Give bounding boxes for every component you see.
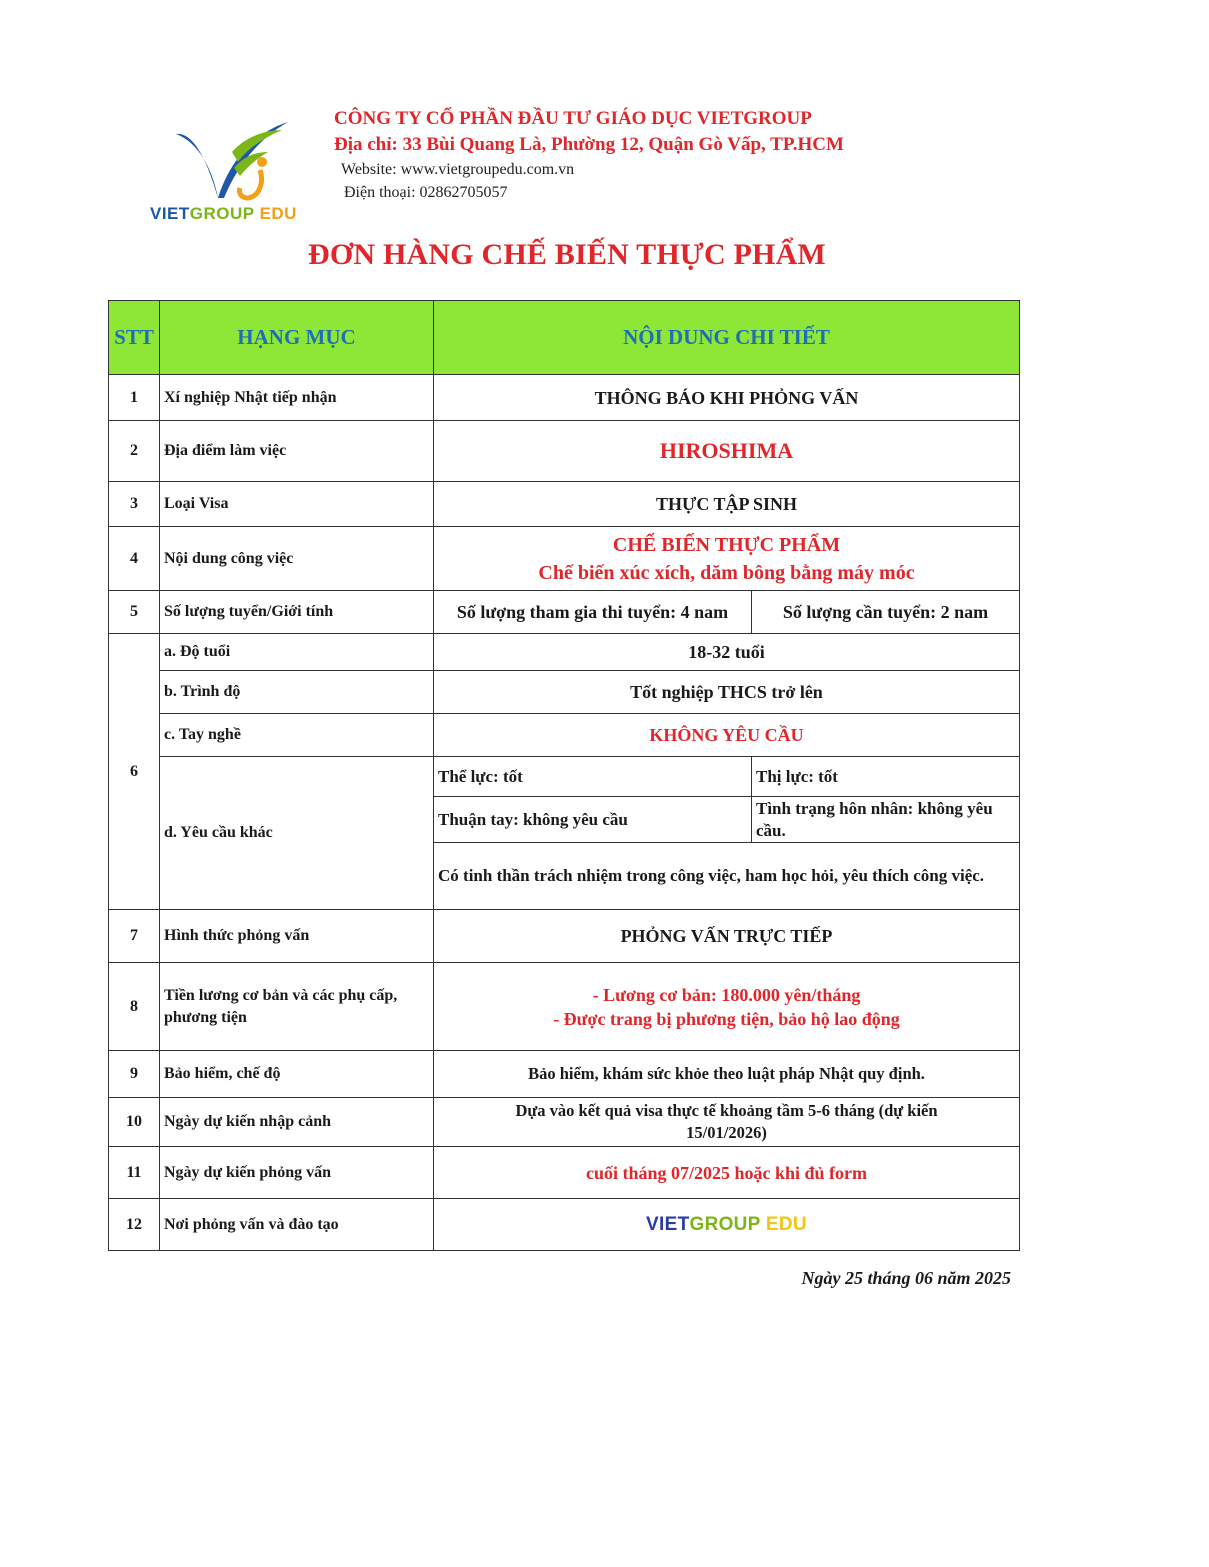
table-row bbox=[109, 1199, 1020, 1251]
table-row bbox=[109, 1147, 1020, 1199]
benefits: - Được trang bị phương tiện, bảo hộ lao động bbox=[553, 1008, 900, 1029]
row-category: Nội dung công việc bbox=[160, 527, 434, 591]
row-number: 11 bbox=[109, 1147, 160, 1199]
document-date: Ngày 25 tháng 06 năm 2025 bbox=[801, 1268, 1011, 1288]
table-row bbox=[109, 1098, 1020, 1147]
attitude-requirement: Có tinh thần trách nhiệm trong công việc, ham học hỏi, yêu thích công việc. bbox=[434, 843, 1020, 910]
candidates-count: Số lượng tham gia thi tuyển: 4 nam bbox=[434, 591, 752, 634]
table-row bbox=[109, 634, 1020, 671]
row-category: b. Trình độ bbox=[160, 671, 434, 714]
table-row bbox=[109, 482, 1020, 527]
row-number: 6 bbox=[109, 634, 160, 910]
brand-text-viet: VIET bbox=[646, 1214, 690, 1235]
table-row bbox=[109, 671, 1020, 714]
row-value: THỰC TẬP SINH bbox=[434, 482, 1020, 527]
hiring-count: Số lượng cần tuyển: 2 nam bbox=[752, 591, 1020, 634]
row-number: 12 bbox=[109, 1199, 160, 1251]
row-value: 18-32 tuổi bbox=[434, 634, 1020, 671]
header-detail: NỘI DUNG CHI TIẾT bbox=[434, 301, 1020, 375]
company-header bbox=[334, 106, 844, 204]
job-description: Chế biến xúc xích, dăm bông bằng máy móc bbox=[538, 561, 915, 584]
logo-emblem-icon bbox=[172, 116, 292, 202]
row-value: THÔNG BÁO KHI PHỎNG VẤN bbox=[434, 375, 1020, 421]
header-category: HẠNG MỤC bbox=[160, 301, 434, 375]
row-number: 2 bbox=[109, 421, 160, 482]
physical-requirement: Thể lực: tốt bbox=[434, 757, 752, 797]
row-category: a. Độ tuổi bbox=[160, 634, 434, 671]
training-location-logo bbox=[434, 1199, 1020, 1251]
row-category: Xí nghiệp Nhật tiếp nhận bbox=[160, 375, 434, 421]
brand-text-group: GROUP bbox=[689, 1214, 761, 1235]
table-row bbox=[109, 527, 1020, 591]
job-order-table bbox=[108, 300, 1020, 1251]
basic-salary: - Lương cơ bản: 180.000 yên/tháng bbox=[592, 984, 861, 1005]
row-number: 8 bbox=[109, 963, 160, 1051]
document-title: ĐƠN HÀNG CHẾ BIẾN THỰC PHẨM bbox=[308, 238, 826, 271]
row-value: HIROSHIMA bbox=[434, 421, 1020, 482]
row-number: 9 bbox=[109, 1051, 160, 1098]
table-row bbox=[109, 757, 1020, 797]
row-value: cuối tháng 07/2025 hoặc khi đủ form bbox=[434, 1147, 1020, 1199]
table-row bbox=[109, 714, 1020, 757]
row-number: 10 bbox=[109, 1098, 160, 1147]
table-row bbox=[109, 375, 1020, 421]
company-logo bbox=[150, 116, 322, 228]
logo-text-group: GROUP bbox=[189, 204, 255, 223]
marital-requirement: Tình trạng hôn nhân: không yêu cầu. bbox=[752, 797, 1020, 843]
table-row bbox=[109, 421, 1020, 482]
header-stt: STT bbox=[109, 301, 160, 375]
row-category: Bảo hiểm, chế độ bbox=[160, 1051, 434, 1098]
row-category: Loại Visa bbox=[160, 482, 434, 527]
handedness-requirement: Thuận tay: không yêu cầu bbox=[434, 797, 752, 843]
row-value: Dựa vào kết quả visa thực tế khoảng tầm 5-6 tháng (dự kiến 15/01/2026) bbox=[434, 1098, 1020, 1147]
table-row bbox=[109, 1051, 1020, 1098]
row-value: KHÔNG YÊU CẦU bbox=[434, 714, 1020, 757]
row-category: Tiền lương cơ bản và các phụ cấp, phương tiện bbox=[160, 963, 434, 1051]
logo-text-viet: VIET bbox=[150, 204, 190, 223]
company-address: Địa chỉ: 33 Bùi Quang Là, Phường 12, Quận Gò Vấp, TP.HCM bbox=[334, 134, 844, 155]
row-number: 4 bbox=[109, 527, 160, 591]
table-row bbox=[109, 910, 1020, 963]
row-value bbox=[434, 963, 1020, 1051]
row-category: Số lượng tuyển/Giới tính bbox=[160, 591, 434, 634]
row-number: 1 bbox=[109, 375, 160, 421]
row-value: PHỎNG VẤN TRỰC TIẾP bbox=[434, 910, 1020, 963]
row-number: 5 bbox=[109, 591, 160, 634]
company-website: Website: www.vietgroupedu.com.vn bbox=[341, 161, 575, 178]
row-value: Bảo hiểm, khám sức khỏe theo luật pháp Nhật quy định. bbox=[434, 1051, 1020, 1098]
company-name: CÔNG TY CỔ PHẦN ĐẦU TƯ GIÁO DỤC VIETGROUP bbox=[334, 108, 812, 129]
row-value: Tốt nghiệp THCS trở lên bbox=[434, 671, 1020, 714]
row-category: Hình thức phỏng vấn bbox=[160, 910, 434, 963]
table-row bbox=[109, 963, 1020, 1051]
table-header-row bbox=[109, 301, 1020, 375]
row-category: c. Tay nghề bbox=[160, 714, 434, 757]
logo-wordmark bbox=[150, 204, 297, 224]
job-title: CHẾ BIẾN THỰC PHẨM bbox=[612, 533, 841, 556]
brand-text-edu: EDU bbox=[760, 1214, 807, 1235]
table-row bbox=[109, 591, 1020, 634]
row-number: 3 bbox=[109, 482, 160, 527]
vision-requirement: Thị lực: tốt bbox=[752, 757, 1020, 797]
company-phone: Điện thoại: 02862705057 bbox=[344, 184, 508, 201]
row-value bbox=[434, 527, 1020, 591]
row-number: 7 bbox=[109, 910, 160, 963]
row-category: Ngày dự kiến nhập cảnh bbox=[160, 1098, 434, 1147]
row-category: Nơi phỏng vấn và đào tạo bbox=[160, 1199, 434, 1251]
row-category: Ngày dự kiến phỏng vấn bbox=[160, 1147, 434, 1199]
logo-text-edu: EDU bbox=[254, 204, 297, 223]
row-category: Địa điểm làm việc bbox=[160, 421, 434, 482]
row-category: d. Yêu cầu khác bbox=[160, 757, 434, 910]
